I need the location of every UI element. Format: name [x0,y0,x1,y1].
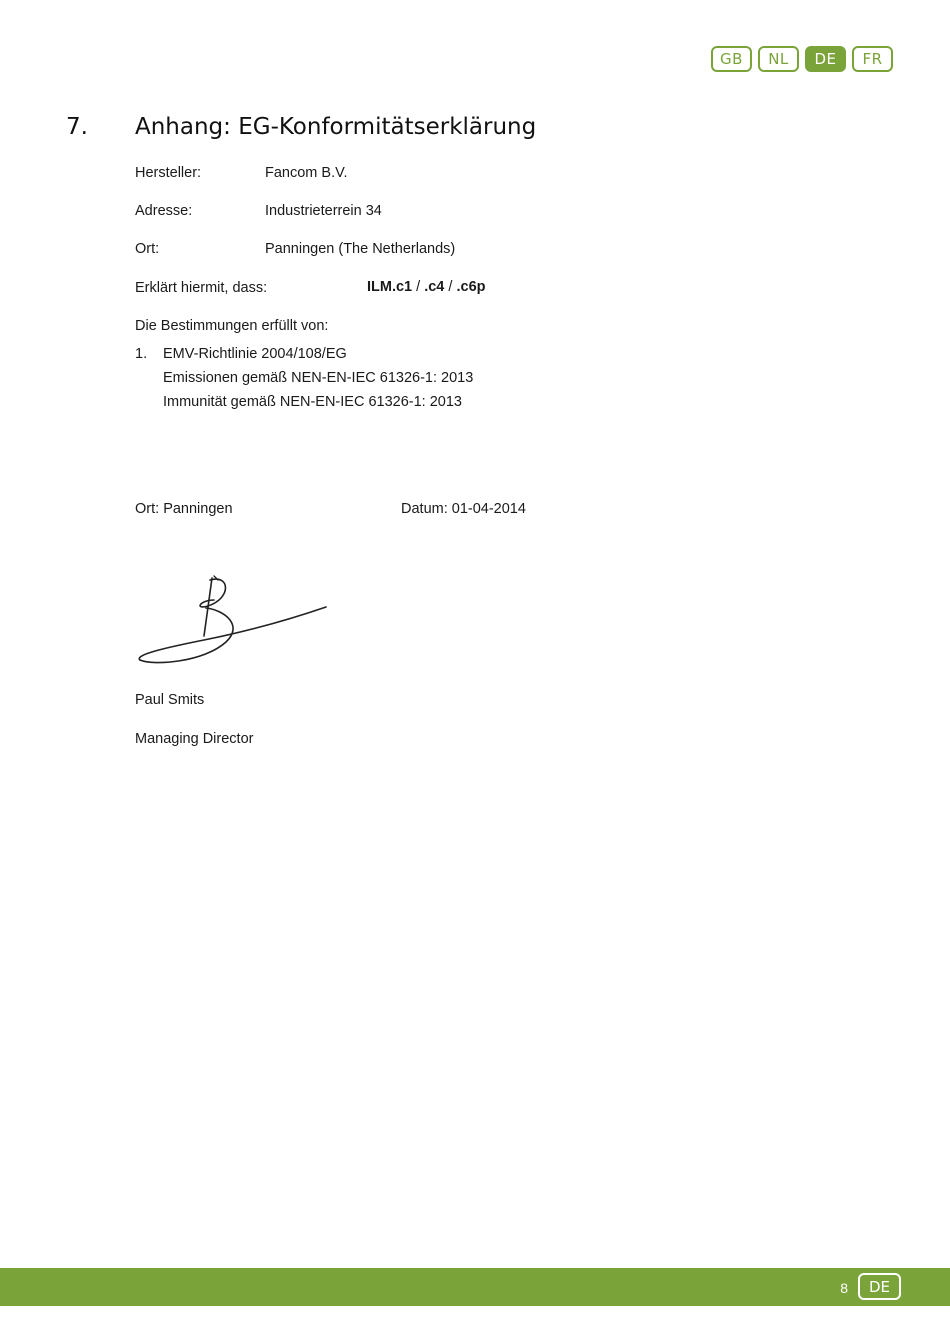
language-tab-gb[interactable]: GB [711,46,752,72]
section-title: Anhang: EG-Konformitätserklärung [135,114,537,140]
immunity-standard: Immunität gemäß NEN-EN-IEC 61326-1: 2013 [163,394,462,410]
address-value: Industrieterrein 34 [265,203,382,219]
product-separator: / [448,279,453,295]
provision-item-number: 1. [135,346,148,362]
directive-text: EMV-Richtlinie 2004/108/EG [163,346,347,362]
address-label: Adresse: [135,203,193,219]
location-label: Ort: [135,241,160,257]
language-tab-nl[interactable]: NL [758,46,799,72]
signatory-title: Managing Director [135,731,254,747]
product-list [367,279,486,295]
language-tab-fr[interactable]: FR [852,46,893,72]
provisions-intro: Die Bestimmungen erfüllt von: [135,318,329,334]
signatory-name: Paul Smits [135,692,205,708]
language-tab-de[interactable]: DE [805,46,846,72]
product-separator: / [416,279,421,295]
declaration-label: Erklärt hiermit, dass: [135,280,268,296]
signature-image [134,570,334,670]
place-text: Ort: Panningen [135,501,233,517]
emission-standard: Emissionen gemäß NEN-EN-IEC 61326-1: 2013 [163,370,474,386]
page-number: 8 [840,1280,848,1296]
language-tabs [711,46,893,72]
footer-bar [0,1268,950,1306]
manufacturer-value: Fancom B.V. [265,165,348,181]
product-ilm-c1: ILM.c1 [367,279,413,295]
footer-language-badge: DE [858,1273,901,1300]
location-value: Panningen (The Netherlands) [265,241,456,257]
manufacturer-label: Hersteller: [135,165,202,181]
product-c4: .c4 [424,279,445,295]
section-number: 7. [66,114,88,140]
product-c6p: .c6p [456,279,486,295]
date-text: Datum: 01-04-2014 [401,501,526,517]
